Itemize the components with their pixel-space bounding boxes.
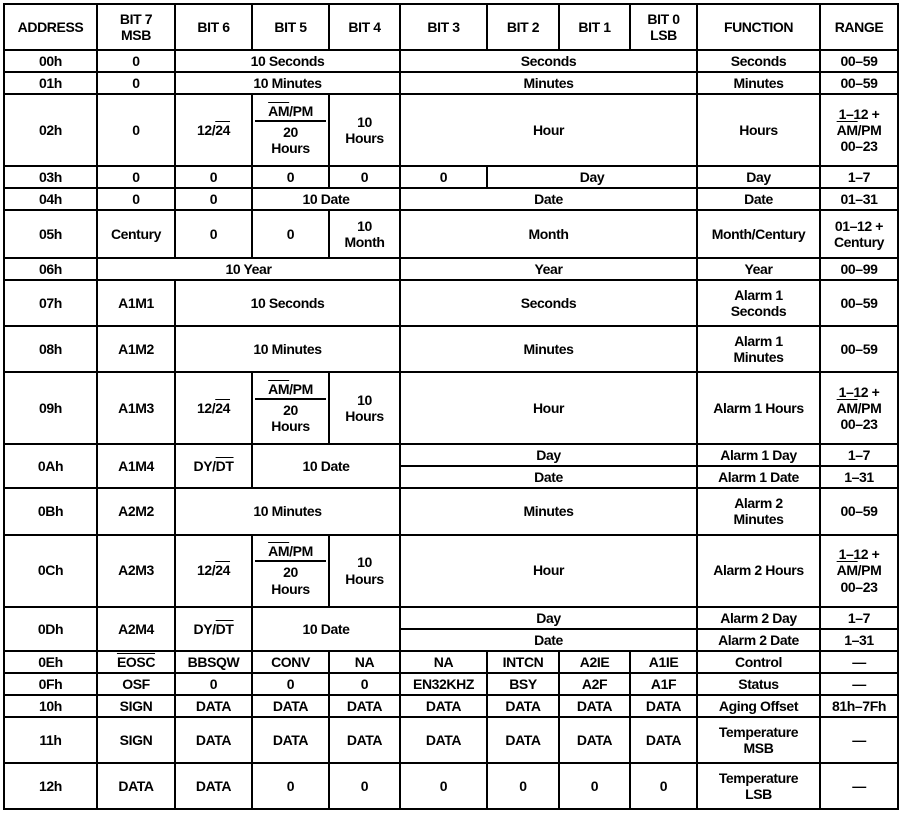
range-cell [820, 535, 898, 607]
function-cell: Alarm 2 Day [697, 607, 820, 629]
bit-cell: DATA [400, 717, 487, 763]
bit-cell: SIGN [97, 717, 175, 763]
bit-cell: A1M1 [97, 280, 175, 326]
address-cell: 03h [4, 166, 97, 188]
function-line: Alarm 1 [734, 287, 783, 304]
bit-cell: 0 [175, 166, 252, 188]
bit-cell: 0 [559, 763, 630, 809]
dt-label: $\overline{DT}$ [215, 458, 234, 475]
range-cell: 00–59 [820, 488, 898, 534]
header-bit0-line1: BIT 0 [647, 10, 680, 27]
pm-label: /PM [857, 562, 882, 579]
function-line: Minutes [733, 511, 784, 528]
field-cell: Date [400, 466, 697, 488]
bit-cell: 0 [97, 188, 175, 210]
header-bit3: BIT 3 [400, 4, 487, 50]
am-label: $\overline{AM}$ [836, 400, 858, 417]
twenty-hours-label [255, 562, 326, 598]
hours-label: Hours [271, 580, 310, 597]
address-cell: 0Eh [4, 651, 97, 673]
range-line [823, 562, 895, 578]
range-cell: 1–7 [820, 607, 898, 629]
table-row [4, 94, 898, 166]
hours-label: Hours [345, 408, 384, 425]
mode-24: 24 [215, 400, 231, 417]
bit-cell: 0 [175, 673, 252, 695]
bit-cell: 0 [97, 166, 175, 188]
address-cell: 01h [4, 72, 97, 94]
function-line: LSB [745, 785, 772, 802]
table-row [4, 280, 898, 326]
field-cell: 10 Minutes [175, 488, 400, 534]
bit-cell: DATA [630, 717, 697, 763]
field-cell: Day [400, 444, 697, 466]
function-line: Temperature [718, 769, 799, 786]
header-bit0-line2: LSB [650, 27, 677, 44]
range-cell: 00–59 [820, 326, 898, 372]
twenty-hours-label [255, 122, 326, 158]
range-cell: 1–7 [820, 444, 898, 466]
function-line: Alarm 2 [734, 495, 783, 512]
header-bit0 [630, 4, 697, 50]
table-row [4, 258, 898, 280]
bit-cell: DATA [252, 695, 329, 717]
range-cell: — [820, 717, 898, 763]
bit-cell: DATA [559, 695, 630, 717]
field-cell: 10 Date [252, 607, 400, 651]
range-cell: 1–7 [820, 166, 898, 188]
function-line: Seconds [730, 303, 787, 320]
ten-label: 10 [357, 218, 372, 235]
function-cell [697, 488, 820, 534]
bit-cell: DATA [252, 717, 329, 763]
function-cell [697, 763, 820, 809]
function-cell: Seconds [697, 50, 820, 72]
ten-hours-cell [329, 535, 400, 607]
address-cell: 10h [4, 695, 97, 717]
hours-label: Hours [271, 140, 310, 157]
bit-cell: 0 [400, 166, 487, 188]
field-cell: Day [487, 166, 697, 188]
bit-cell: EN32KHZ [400, 673, 487, 695]
ampm-label [255, 542, 326, 562]
field-cell: 10 Date [252, 188, 400, 210]
function-cell: Alarm 1 Date [697, 466, 820, 488]
bit-cell: A1F [630, 673, 697, 695]
bit-cell: CONV [252, 651, 329, 673]
bit-cell: A1M4 [97, 444, 175, 488]
address-cell: 07h [4, 280, 97, 326]
table-row [4, 717, 898, 763]
field-cell: Minutes [400, 326, 697, 372]
function-cell: Alarm 1 Day [697, 444, 820, 466]
table-row [4, 50, 898, 72]
table-row [4, 444, 898, 466]
ampm-cell [252, 535, 329, 607]
header-bit7 [97, 4, 175, 50]
header-bit2: BIT 2 [487, 4, 559, 50]
bit-cell: DATA [329, 695, 400, 717]
address-cell: 00h [4, 50, 97, 72]
bit-cell: 0 [630, 763, 697, 809]
am-label: $\overline{AM}$ [268, 102, 290, 119]
header-row [4, 4, 898, 50]
mode-12: 12/ [196, 400, 216, 417]
bit-cell: DATA [97, 763, 175, 809]
function-cell: Alarm 2 Hours [697, 535, 820, 607]
range-line: 00–23 [840, 138, 878, 155]
range-cell: 01–31 [820, 188, 898, 210]
function-cell: Aging Offset [697, 695, 820, 717]
function-cell: Date [697, 188, 820, 210]
bit-cell: 0 [329, 763, 400, 809]
header-bit1: BIT 1 [559, 4, 630, 50]
function-cell: Hours [697, 94, 820, 166]
bit-cell: DATA [329, 717, 400, 763]
table-row [4, 607, 898, 629]
bit-cell: A1IE [630, 651, 697, 673]
mode-24: 24 [215, 562, 231, 579]
function-cell [697, 717, 820, 763]
function-line: MSB [743, 739, 774, 756]
ampm-cell [252, 372, 329, 444]
register-map-table [3, 3, 899, 810]
bit-cell: DATA [400, 695, 487, 717]
dydt-cell [175, 444, 252, 488]
function-cell [697, 326, 820, 372]
address-cell: 05h [4, 210, 97, 258]
table-row [4, 488, 898, 534]
am-label: $\overline{AM}$ [268, 381, 290, 398]
bit-cell: A2IE [559, 651, 630, 673]
bit-cell: 0 [252, 166, 329, 188]
range-cell: 1–31 [820, 466, 898, 488]
function-cell: Month/Century [697, 210, 820, 258]
bit-cell: DATA [487, 695, 559, 717]
ampm-label [255, 380, 326, 400]
bit-cell: DATA [630, 695, 697, 717]
range-line: 01–12 + [834, 218, 884, 235]
am-label: $\overline{AM}$ [268, 543, 290, 560]
range-line: 00–23 [840, 416, 878, 433]
bit-cell: DATA [559, 717, 630, 763]
bit-cell: 0 [97, 94, 175, 166]
pm-label: /PM [857, 400, 882, 417]
range-cell: — [820, 673, 898, 695]
field-cell: Day [400, 607, 697, 629]
field-cell: Month [400, 210, 697, 258]
address-cell: 0Ah [4, 444, 97, 488]
bit-cell: 0 [252, 673, 329, 695]
range-line: 00–23 [840, 578, 878, 595]
range-cell [820, 372, 898, 444]
bit-cell: 0 [487, 763, 559, 809]
function-cell: Day [697, 166, 820, 188]
bit-cell: 0 [175, 210, 252, 258]
bit-cell: OSF [97, 673, 175, 695]
field-cell: Hour [400, 372, 697, 444]
dydt-cell [175, 607, 252, 651]
table-row [4, 673, 898, 695]
bit-cell: DATA [487, 717, 559, 763]
pm-label: /PM [289, 543, 313, 560]
hours-label: Hours [345, 570, 384, 587]
bit-cell [97, 651, 175, 673]
field-cell: Seconds [400, 50, 697, 72]
mode-cell [175, 94, 252, 166]
field-cell: 10 Date [252, 444, 400, 488]
table-row [4, 210, 898, 258]
mode-12: 12/ [196, 562, 216, 579]
pm-label: /PM [289, 381, 313, 398]
field-cell: Year [400, 258, 697, 280]
bit-cell: 0 [329, 673, 400, 695]
header-bit7-line2: MSB [121, 27, 151, 44]
function-cell: Minutes [697, 72, 820, 94]
address-cell: 08h [4, 326, 97, 372]
table-row [4, 326, 898, 372]
bit-cell: NA [329, 651, 400, 673]
table-row [4, 166, 898, 188]
mode-cell [175, 372, 252, 444]
header-bit7-line1: BIT 7 [119, 10, 153, 27]
pm-label: /PM [289, 102, 313, 119]
function-cell: Status [697, 673, 820, 695]
ampm-cell [252, 94, 329, 166]
address-cell: 02h [4, 94, 97, 166]
bit-cell: NA [400, 651, 487, 673]
month-label: Month [344, 234, 385, 251]
eosc-label: EOSC [116, 653, 156, 670]
twenty-label: 20 [283, 564, 298, 581]
bit-cell: A2M2 [97, 488, 175, 534]
function-cell [697, 280, 820, 326]
table-row [4, 695, 898, 717]
address-cell: 0Fh [4, 673, 97, 695]
function-cell: Alarm 2 Date [697, 629, 820, 651]
bit-cell: A2M4 [97, 607, 175, 651]
header-bit6: BIT 6 [175, 4, 252, 50]
table-row [4, 188, 898, 210]
field-cell: 10 Minutes [175, 72, 400, 94]
table-row [4, 651, 898, 673]
range-cell: 1–31 [820, 629, 898, 651]
bit-cell: BSY [487, 673, 559, 695]
function-line: Alarm 1 [734, 333, 783, 350]
field-cell: 10 Seconds [175, 280, 400, 326]
bit-cell: A2M3 [97, 535, 175, 607]
hours-label: Hours [345, 130, 384, 147]
address-cell: 06h [4, 258, 97, 280]
am-label: $\overline{AM}$ [836, 122, 858, 139]
address-cell: 12h [4, 763, 97, 809]
table-row [4, 535, 898, 607]
bit-cell: 0 [400, 763, 487, 809]
ampm-label [255, 102, 326, 122]
header-function: FUNCTION [697, 4, 820, 50]
dy-label: DY/ [193, 620, 216, 637]
dt-label: $\overline{DT}$ [215, 620, 234, 637]
bit-cell: 0 [252, 210, 329, 258]
bit-cell: DATA [175, 695, 252, 717]
range-cell: 00–99 [820, 258, 898, 280]
field-cell: Minutes [400, 72, 697, 94]
ten-label: 10 [357, 554, 372, 571]
function-line: Temperature [718, 723, 799, 740]
header-bit4: BIT 4 [329, 4, 400, 50]
function-line: Minutes [733, 349, 784, 366]
bit-cell: Century [97, 210, 175, 258]
am-label: $\overline{AM}$ [836, 562, 858, 579]
twenty-label: 20 [283, 124, 298, 141]
range-line: Century [833, 234, 885, 251]
range-cell: — [820, 763, 898, 809]
bit-cell: 0 [97, 50, 175, 72]
bit-cell: BBSQW [175, 651, 252, 673]
bit-cell: 0 [175, 188, 252, 210]
ten-label: 10 [357, 114, 372, 131]
header-range: RANGE [820, 4, 898, 50]
range-line: 1–12 + [838, 546, 880, 563]
address-cell: 0Ch [4, 535, 97, 607]
mode-12: 12/ [196, 122, 216, 139]
table-row [4, 72, 898, 94]
range-line: 1–12 + [838, 384, 880, 401]
mode-24: 24 [215, 122, 231, 139]
range-cell [820, 94, 898, 166]
table-row [4, 763, 898, 809]
address-cell: 0Dh [4, 607, 97, 651]
table-row [4, 372, 898, 444]
range-cell: 00–59 [820, 280, 898, 326]
function-cell: Control [697, 651, 820, 673]
range-line [823, 122, 895, 138]
range-line: 1–12 + [838, 105, 880, 122]
field-cell: 10 Minutes [175, 326, 400, 372]
bit-cell: A1M3 [97, 372, 175, 444]
range-cell [820, 210, 898, 258]
ten-label: 10 [357, 392, 372, 409]
bit-cell: A2F [559, 673, 630, 695]
ten-hours-cell [329, 372, 400, 444]
bit-cell: 0 [329, 166, 400, 188]
bit-cell: 0 [252, 763, 329, 809]
address-cell: 0Bh [4, 488, 97, 534]
mode-cell [175, 535, 252, 607]
header-bit5: BIT 5 [252, 4, 329, 50]
field-cell: Date [400, 188, 697, 210]
twenty-label: 20 [283, 402, 298, 419]
field-cell: Date [400, 629, 697, 651]
bit-cell: DATA [175, 717, 252, 763]
field-cell: 10 Year [97, 258, 400, 280]
hours-label: Hours [271, 418, 310, 435]
range-cell: 00–59 [820, 50, 898, 72]
address-cell: 11h [4, 717, 97, 763]
field-cell: Seconds [400, 280, 697, 326]
pm-label: /PM [857, 122, 882, 139]
bit-cell: 0 [97, 72, 175, 94]
ten-month-cell [329, 210, 400, 258]
address-cell: 09h [4, 372, 97, 444]
field-cell: Hour [400, 94, 697, 166]
bit-cell: SIGN [97, 695, 175, 717]
range-line [823, 400, 895, 416]
range-cell: 81h–7Fh [820, 695, 898, 717]
range-cell: 00–59 [820, 72, 898, 94]
function-cell: Year [697, 258, 820, 280]
field-cell: Minutes [400, 488, 697, 534]
function-cell: Alarm 1 Hours [697, 372, 820, 444]
field-cell: Hour [400, 535, 697, 607]
header-address: ADDRESS [4, 4, 97, 50]
twenty-hours-label [255, 400, 326, 436]
bit-cell: INTCN [487, 651, 559, 673]
bit-cell: DATA [175, 763, 252, 809]
bit-cell: A1M2 [97, 326, 175, 372]
field-cell: 10 Seconds [175, 50, 400, 72]
range-cell: — [820, 651, 898, 673]
dy-label: DY/ [193, 458, 216, 475]
address-cell: 04h [4, 188, 97, 210]
ten-hours-cell [329, 94, 400, 166]
